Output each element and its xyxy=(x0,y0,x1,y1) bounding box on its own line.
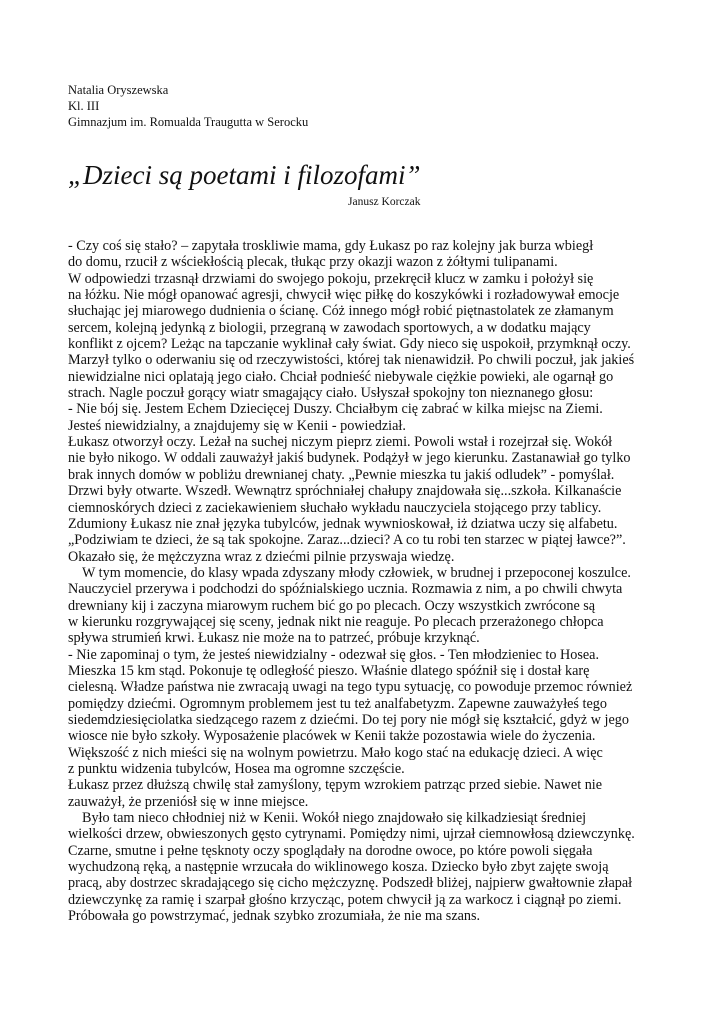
body-line: wiosce nie było szkoły. Wyposażenie placówek w Kenii także pozostawia wiele do życzenia. xyxy=(68,728,596,745)
body-line: do domu, rzucił z wściekłością plecak, tłukąc przy okazji wazon z żółtymi tulipanami. xyxy=(68,254,558,271)
body-line: Łukasz przez dłuższą chwilę stał zamyślony, tępym wzrokiem patrząc przed siebie. Nawet nie xyxy=(68,777,603,794)
author-class: Kl. III xyxy=(68,99,100,113)
body-line: pracą, aby dostrzec skradającego się cicho mężczyznę. Podszedł bliżej, najpierw gwałtownie złapał xyxy=(68,875,633,892)
body-line: W tym momencie, do klasy wpada zdyszany młody człowiek, w brudnej i przepoconej koszulce. xyxy=(82,564,631,581)
body-line: Okazało się, że mężczyzna wraz z dziećmi pilnie przyswaja wiedzę. xyxy=(68,548,455,565)
author-header xyxy=(68,82,308,130)
body-line: w kierunku rozgrywającej się sceny, jednak nikt nie reaguje. Po plecach przerażonego chłopca xyxy=(68,613,604,630)
body-line: niewidzialne nici oplatają jego ciało. Chciał podnieść niebywale ciężkie powieki, ale ogarnął go xyxy=(68,368,614,385)
body-line: „Podziwiam te dzieci, że są tak spokojne. Zaraz...dzieci? A co tu robi ten starzec w piątej ławce?”. xyxy=(68,532,626,549)
essay-body xyxy=(68,238,668,924)
author-name: Natalia Oryszewska xyxy=(68,83,169,97)
body-line: ciemnoskórych dzieci z zaciekawieniem słuchało wykładu nauczyciela stojącego przy tablicy. xyxy=(68,499,602,516)
body-line: Większość z nich mieści się na wolnym powietrzu. Mało kogo stać na edukację dzieci. A więc xyxy=(68,744,603,761)
body-line: siedemdziesięciolatka siedzącego razem z dziećmi. Do tej pory nie mógł się kształcić, gdyż w jego xyxy=(68,711,629,728)
body-line: drewniany kij i zaczyna miarowym ruchem bić go po plecach. Oczy wszystkich zwrócone są xyxy=(68,597,596,614)
body-line: Mieszka 15 km stąd. Pokonuje tę odległość pieszo. Właśnie dlatego spóźnił się i dostał karę xyxy=(68,662,590,679)
body-line: na łóżku. Nie mógł opanować agresji, chwycił więc piłkę do koszykówki i rozładowywał emocje xyxy=(68,287,620,304)
body-line: wychudzoną ręką, a następnie wrzucała do wiklinowego kosza. Dziecko było zbyt zajęte swoją xyxy=(68,859,609,876)
body-line: z punktu widzenia tubylców, Hosea ma ogromne szczęście. xyxy=(68,761,405,777)
body-line: - Nie bój się. Jestem Echem Dziecięcej Duszy. Chciałbym cię zabrać w kilka miejsc na Ziemi. xyxy=(68,401,603,418)
essay-title: „Dzieci są poetami i filozofami” xyxy=(68,160,421,190)
body-line: Nauczyciel przerywa i podchodzi do spóźnialskiego ucznia. Rozmawia z nim, a po chwili chwyta xyxy=(68,581,623,598)
body-line: Łukasz otworzył oczy. Leżał na suchej niczym pieprz ziemi. Powoli wstał i rozejrzał się. Wokół xyxy=(68,434,613,451)
body-line: spływa strumień krwi. Łukasz nie może na to patrzeć, próbuje krzyknąć. xyxy=(68,630,480,647)
quote-author: Janusz Korczak xyxy=(348,196,421,208)
body-line: pomiędzy dziećmi. Ogromnym problemem jest tu też analfabetyzm. Zapewne zauważyłeś tego xyxy=(68,695,607,712)
body-line: - Nie zapominaj o tym, że jesteś niewidzialny - odezwał się głos. - Ten młodzieniec to Hosea. xyxy=(68,646,600,663)
school-name: Gimnazjum im. Romualda Traugutta w Serocku xyxy=(68,115,309,129)
body-line: W odpowiedzi trzasnął drzwiami do swojego pokoju, przekręcił klucz w zamku i położył się xyxy=(68,270,594,287)
body-line: nie było nikogo. W oddali zauważył jakiś budynek. Podążył w jego kierunku. Zastanawiał go tylko xyxy=(68,450,631,467)
body-line: Drzwi były otwarte. Wszedł. Wewnątrz spróchniałej chałupy znajdowała się...szkoła. Kilkanaście xyxy=(68,483,622,500)
body-line: konflikt z ojcem? Leżąc na tapczanie wyklinał cały świat. Gdy nieco się uspokoił, przymknął oczy. xyxy=(68,336,631,353)
body-line: Czarne, smutne i pełne tęsknoty oczy spoglądały na dorodne owoce, po które powoli sięgała xyxy=(68,842,593,859)
body-line: sercem, kolejną jedynką z biologii, przegraną w zawodach sportowych, a w dodatku mający xyxy=(68,319,591,336)
body-line: zauważył, że przeniósł się w inne miejsce. xyxy=(68,793,309,810)
body-line: cielesną. Władze państwa nie zwracają uwagi na tego typu sytuację, co powoduje przemoc również xyxy=(68,679,633,696)
body-line: wielkości drzew, obwieszonych gęsto cytrynami. Pomiędzy nimi, ujrzał ciemnowłosą dziewczynkę. xyxy=(68,826,635,843)
body-line: strach. Nagle poczuł gorący wiatr smagający ciało. Usłyszał spokojny ton nieznanego głosu: xyxy=(68,385,594,402)
body-line: słuchając jej miarowego dudnienia o ścianę. Cóż innego mógł robić piętnastolatek ze złamanym xyxy=(68,303,614,320)
body-line: Było tam nieco chłodniej niż w Kenii. Wokół niego znajdowało się kilkadziesiąt średniej xyxy=(82,810,587,827)
body-line: Jesteś niewidzialny, a znajdujemy się w Kenii - powiedział. xyxy=(68,417,406,434)
body-line: Zdumiony Łukasz nie znał języka tubylców, jednak wywnioskował, iż dziatwa uczy się alfabetu. xyxy=(68,515,618,532)
body-line: dziewczynkę za ramię i szarpał głośno krzycząc, potem chwycił ją za warkocz i ciągnął po ziemi. xyxy=(68,891,622,908)
body-line: Próbowała go powstrzymać, jednak szybko zrozumiała, że nie ma szans. xyxy=(68,908,481,925)
body-line: - Czy coś się stało? – zapytała troskliwie mama, gdy Łukasz po raz kolejny jak burza wbiegł xyxy=(68,238,594,254)
body-line: Marzył tylko o oderwaniu się od rzeczywistości, której tak nienawidził. Po chwili poczuł, jak jakieś xyxy=(68,352,635,369)
body-line: brak innych domów w pobliżu drewnianej chaty. „Pewnie mieszka tu jakiś odludek” - pomyślał. xyxy=(68,466,615,483)
